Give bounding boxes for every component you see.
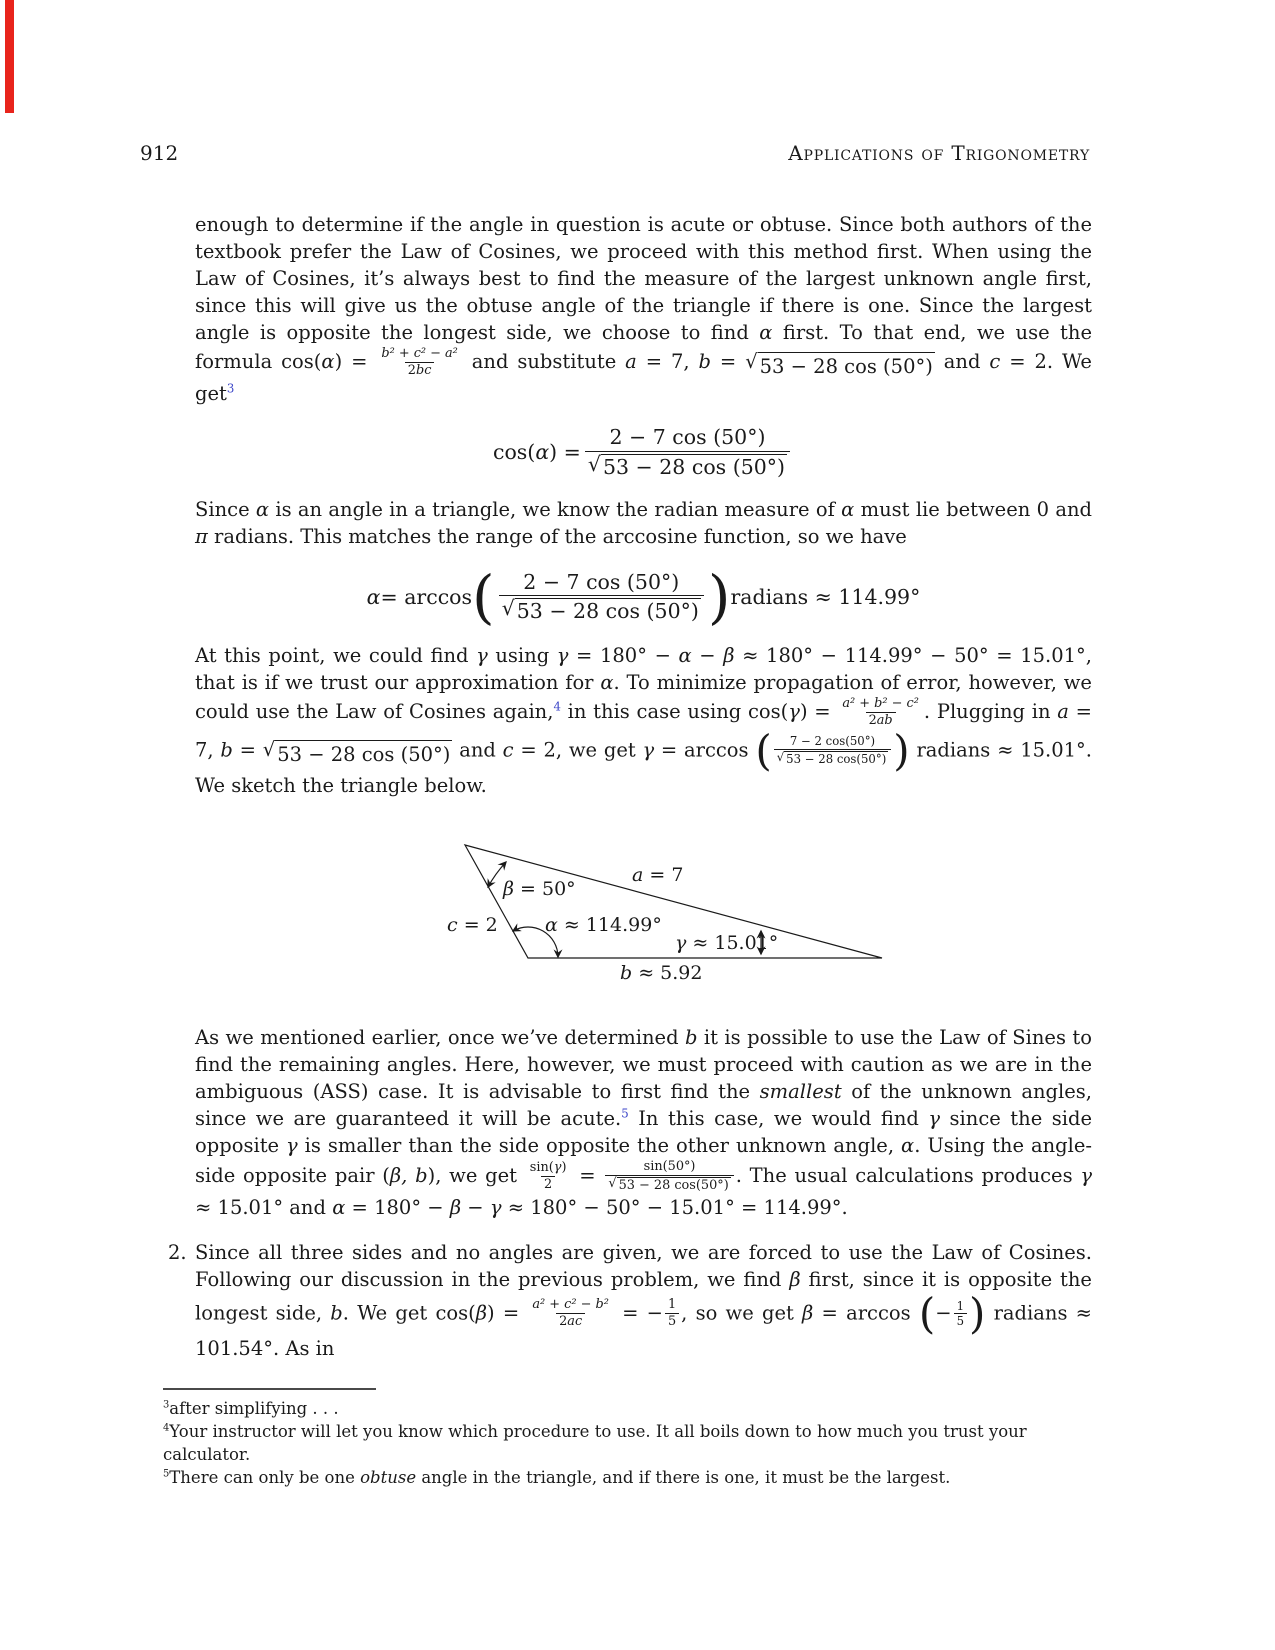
fraction: $\frac{1}{5}$ (954, 1299, 967, 1329)
paragraph-find-gamma: At this point, we could find γ using γ = 180° − α − β ≈ 180° − 114.99° − 50° = 15.01°, that is if we trust our approximation for α. To minimize propagation of error, however, we could use the Law of Cosines again,$^4$ in this case using cos(γ) = $\frac{\text{a² + b² − c²}}{2ab}$ . Plugging in a = 7, b = √ 53 − 28 cos (50°) and c = 2, we get γ = arccos ( 7 − 2 cos(50°) √ 53 − 28 cos(50°) ) radians ≈ 15.01°. We sketch the triangle below. (195, 644, 1093, 797)
footnote-5: $^5$There can only be one obtuse angle in the triangle, and if there is one, it must be the largest. (163, 1467, 951, 1487)
page-header (140, 0, 1090, 165)
left-edge-red-marker (5, 0, 14, 113)
label-side-c: c = 2 (447, 913, 498, 936)
numbered-item-2 (168, 1239, 1093, 1362)
radical: √ 53 − 28 cos (50°) (501, 596, 699, 624)
running-head: Applications of Trigonometry (788, 141, 1090, 165)
footnote-4: $^4$Your instructor will let you know which procedure to use. It all boils down to how much you trust your calculator. (163, 1421, 1027, 1464)
footnote-link[interactable]: 3 (226, 381, 235, 396)
page-number: 912 (140, 141, 179, 165)
equation-cos-alpha: cos( α ) = 2 − 7 cos (50°) √ 53 − 28 cos (50°) (195, 425, 1092, 480)
footnote-link[interactable]: 4 (553, 699, 561, 714)
footnote-3: $^3$after simplifying . . . (163, 1398, 339, 1418)
big-parentheses: ( − $\frac{1}{5}$ ) (918, 1288, 986, 1338)
fraction: sin(50°) √ 53 − 28 cos(50°) (605, 1159, 733, 1194)
radical: √ 53 − 28 cos (50°) (587, 451, 786, 479)
fraction: $\frac{\text{a² + c² − b²}}{2ac}$ (532, 1297, 609, 1330)
fraction: $\frac{1}{5}$ (665, 1297, 679, 1330)
radical: √ 53 − 28 cos (50°) (262, 738, 451, 767)
equation-alpha-arccos: α = arccos ( 2 − 7 cos (50°) √ 53 − 28 cos (50°) ) radians ≈ 114.99° (366, 563, 921, 632)
paragraph-law-of-cosines-intro: enough to determine if the angle in question is acute or obtuse. Since both authors of the textbook prefer the Law of Cosines, we proceed with this method first. When using the Law of Cosines, it’s always best to find the measure of the largest unknown angle first, since this will give us the obtuse angle of the triangle if there is one. Since the largest angle is opposite the longest side, we choose to find α first. To that end, we use the formula cos(α) = $\frac{\text{b² + c² − a²}}{2bc}$ and substitute a = 7, b = √ 53 − 28 cos (50°) and c = 2. We get$^3$ (195, 213, 1092, 406)
paragraph-arccosine-range: Since α is an angle in a triangle, we know the radian measure of α must lie between 0 and π radians. This matches the range of the arccosine function, so we have (195, 498, 1092, 549)
fraction: $\frac{\sin(\gamma)}{2}$ (529, 1159, 567, 1192)
radical: √ 53 − 28 cos (50°) (745, 350, 933, 379)
paragraph-law-of-sines-caution: As we mentioned earlier, once we’ve determined b it is possible to use the Law of Sines to find the remaining angles. Here, however, we must proceed with caution as we are in the ambiguous (ASS) case. It is advisable to first find the smallest of the unknown angles, since we are guaranteed it will be acute.$^5$ In this case, we would find γ since the side opposite γ is smaller than the side opposite the other unknown angle, α. Using the angle-side opposite pair (β, b), we get $\frac{\sin(\gamma)}{2}$ = sin(50°) √ 53 − 28 cos(50°) . The usual calculations produces γ ≈ 15.01° and α = 180° − β − γ ≈ 180° − 50° − 15.01° = 114.99°. (195, 1025, 1093, 1219)
fraction: $\frac{\text{a² + b² − c²}}{2ab}$ (842, 696, 919, 729)
big-parentheses: ( 2 − 7 cos (50°) √ 53 − 28 cos (50°) ) (472, 563, 731, 632)
triangle-outline (465, 845, 882, 958)
paragraph-problem-2: Since all three sides and no angles are given, we are forced to use the Law of Cosines. Following our discussion in the previous problem, we find β first, since it is opposite the longest side, b. We get cos(β) = $\frac{\text{a² + c² − b²}}{2ac}$ = − $\frac{1}{5}$ , so we get β = arccos ( − $\frac{1}{5}$ ) radians ≈ 101.54°. As in (195, 1240, 1093, 1360)
fraction: 2 − 7 cos (50°) √ 53 − 28 cos (50°) (499, 570, 704, 625)
fraction: 2 − 7 cos (50°) √ 53 − 28 cos (50°) (585, 425, 790, 480)
page-body (163, 211, 1093, 1489)
radical: √ 53 − 28 cos(50°) (608, 1175, 729, 1193)
label-side-a: a = 7 (632, 863, 684, 886)
triangle-diagram (425, 821, 935, 991)
fraction: $\frac{\text{b² + c² − a²}}{2bc}$ (381, 346, 458, 379)
label-gamma: γ ≈ 15.01° (675, 931, 779, 954)
list-item-number: 2. (168, 1240, 187, 1264)
big-parentheses: ( 7 − 2 cos(50°) √ 53 − 28 cos(50°) ) (755, 725, 910, 775)
label-alpha: α ≈ 114.99° (545, 913, 662, 936)
fraction: 7 − 2 cos(50°) √ 53 − 28 cos(50°) (774, 734, 892, 766)
radical: √ 53 − 28 cos(50°) (776, 750, 887, 767)
footnotes-section (163, 1388, 1097, 1489)
label-side-b: b ≈ 5.92 (620, 961, 703, 984)
label-beta: β = 50° (503, 877, 576, 900)
footnote-link[interactable]: 5 (621, 1106, 629, 1121)
triangle-figure (425, 821, 1092, 998)
footnote-rule (163, 1388, 376, 1390)
